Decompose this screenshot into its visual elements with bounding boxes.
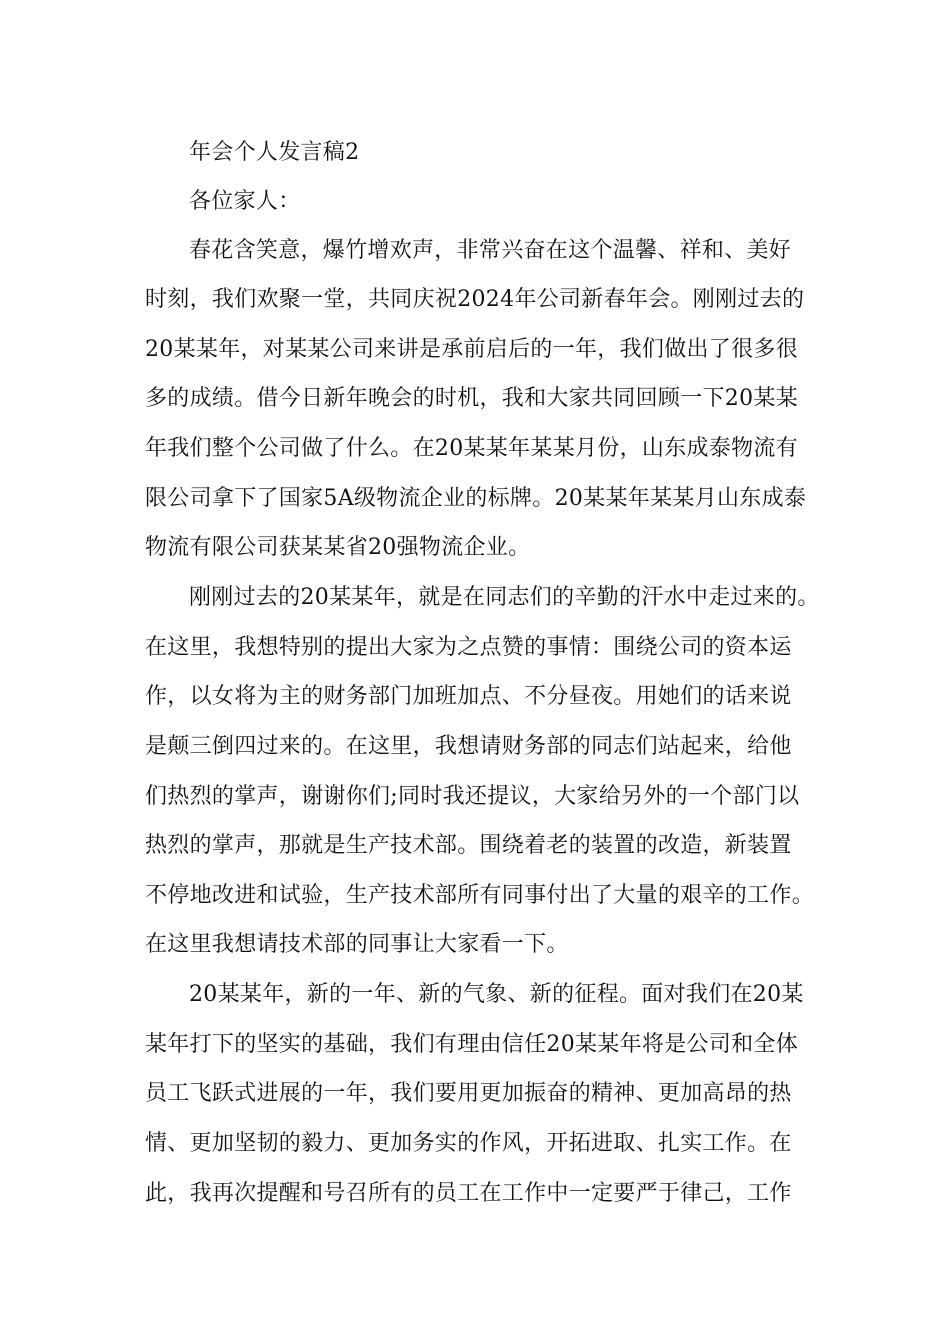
paragraph-2-line: 在这里，我想特别的提出大家为之点赞的事情：围绕公司的资本运 xyxy=(145,635,792,660)
paragraph-2-line: 不停地改进和试验，生产技术部所有同事付出了大量的艰辛的工作。 xyxy=(145,883,815,908)
paragraph-2-line: 是颠三倒四过来的。在这里，我想请财务部的同志们站起来，给他 xyxy=(145,734,792,759)
paragraph-1-line: 物流有限公司获某某省20强物流企业。 xyxy=(145,535,531,560)
paragraph-1-line: 限公司拿下了国家5A级物流企业的标牌。20某某年某某月山东成泰 xyxy=(145,486,807,511)
paragraph-3-line: 此，我再次提醒和号召所有的员工在工作中一定要严于律己，工作 xyxy=(145,1181,792,1206)
paragraph-2-line: 作，以女将为主的财务部门加班加点、不分昼夜。用她们的话来说 xyxy=(145,684,792,709)
paragraph-1-line: 20某某年，对某某公司来讲是承前启后的一年，我们做出了很多很 xyxy=(145,337,798,362)
paragraph-2-line: 们热烈的掌声，谢谢你们;同时我还提议，大家给另外的一个部门以 xyxy=(145,784,800,809)
paragraph-1-line: 多的成绩。借今日新年晚会的时机，我和大家共同回顾一下20某某 xyxy=(145,386,798,411)
paragraph-1-line: 春花含笑意，爆竹增欢声，非常兴奋在这个温馨、祥和、美好 xyxy=(189,238,792,263)
paragraph-2-line: 在这里我想请技术部的同事让大家看一下。 xyxy=(145,932,569,957)
salutation: 各位家人： xyxy=(189,189,301,214)
paragraph-3-line: 员工飞跃式进展的一年，我们要用更加振奋的精神、更加高昂的热 xyxy=(145,1081,792,1106)
document-title: 年会个人发言稿2 xyxy=(189,140,360,165)
paragraph-3-line: 某年打下的坚实的基础，我们有理由信任20某某年将是公司和全体 xyxy=(145,1032,798,1057)
paragraph-1-line: 年我们整个公司做了什么。在20某某年某某月份，山东成泰物流有 xyxy=(145,436,798,461)
paragraph-1-line: 时刻，我们欢聚一堂，共同庆祝2024年公司新春年会。刚刚过去的 xyxy=(145,287,805,312)
paragraph-2-line: 热烈的掌声，那就是生产技术部。围绕着老的装置的改造，新装置 xyxy=(145,833,792,858)
paragraph-3-line: 20某某年，新的一年、新的气象、新的征程。面对我们在20某 xyxy=(189,982,804,1007)
paragraph-2-line: 刚刚过去的20某某年，就是在同志们的辛勤的汗水中走过来的。 xyxy=(189,585,820,610)
paragraph-3-line: 情、更加坚韧的毅力、更加务实的作风，开拓进取、扎实工作。在 xyxy=(145,1131,792,1156)
